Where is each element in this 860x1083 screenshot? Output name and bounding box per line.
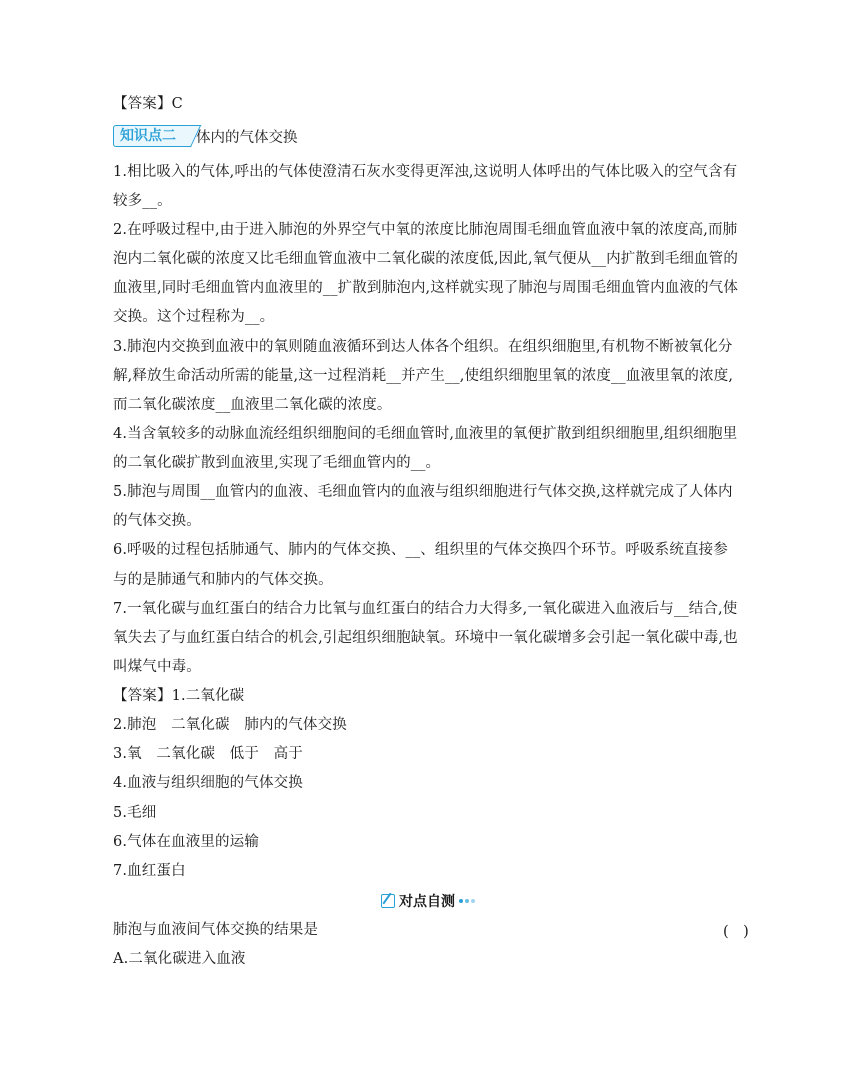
pencil-icon (381, 894, 395, 908)
answer-line: 5.毛细 (113, 805, 157, 821)
paragraph-line: 而二氧化碳浓度__血液里二氧化碳的浓度。 (113, 397, 392, 413)
answer-line: 7.血红蛋白 (113, 863, 186, 879)
paragraph-line: 的气体交换。 (113, 513, 201, 529)
paragraph-line: 的二氧化碳扩散到血液里,实现了毛细血管内的__。 (113, 455, 441, 471)
paragraph-line: 解,释放生命活动所需的能量,这一过程消耗__并产生__,使组织细胞里氧的浓度__血液里氧的浓度, (113, 368, 734, 384)
section-title: 体内的气体交换 (196, 129, 298, 146)
paragraph-line: 泡内二氧化碳的浓度又比毛细血管血液中二氧化碳的浓度低,因此,氧气便从__内扩散到毛细血管的 (113, 251, 738, 267)
answer-line: 3.氧 二氧化碳 低于 高于 (113, 746, 303, 762)
question-stem: 肺泡与血液间气体交换的结果是 (113, 922, 319, 938)
paragraph-line: 4.当含氧较多的动脉血流经组织细胞间的毛细血管时,血液里的氧便扩散到组织细胞里,组织细胞里 (113, 426, 738, 442)
paragraph-line: 7.一氧化碳与血红蛋白的结合力比氧与血红蛋白的结合力大得多,一氧化碳进入血液后与__结合,使 (113, 601, 738, 617)
paragraph-line: 与的是肺通气和肺内的气体交换。 (113, 572, 333, 588)
paragraph-line: 6.呼吸的过程包括肺通气、肺内的气体交换、__、组织里的气体交换四个环节。呼吸系统直接参 (113, 542, 728, 558)
answer-line: 4.血液与组织细胞的气体交换 (113, 775, 303, 791)
option-a: A.二氧化碳进入血液 (113, 951, 246, 967)
paragraph-line: 1.相比吸入的气体,呼出的气体使澄清石灰水变得更浑浊,这说明人体呼出的气体比吸入的空气含有 (113, 164, 738, 180)
knowledge-point-badge: 知识点二 (113, 125, 190, 147)
answer-label: 【答案】C (113, 96, 183, 112)
self-test-title: 对点自测 (399, 894, 455, 910)
paragraph-line: 3.肺泡内交换到血液中的氧则随血液循环到达人体各个组织。在组织细胞里,有机物不断被氧化分 (113, 339, 733, 355)
paragraph-line: 交换。这个过程称为__。 (113, 309, 275, 325)
paragraph-line: 5.肺泡与周围__血管内的血液、毛细血管内的血液与组织细胞进行气体交换,这样就完成了人体内 (113, 484, 733, 500)
paragraph-line: 较多__。 (113, 193, 172, 209)
paragraph-line: 2.在呼吸过程中,由于进入肺泡的外界空气中氧的浓度比肺泡周围毛细血管血液中氧的浓度高,而肺 (113, 222, 738, 238)
dots-decoration-icon (459, 899, 475, 903)
answer-line: 【答案】1.二氧化碳 (113, 688, 245, 704)
paragraph-line: 血液里,同时毛细血管内血液里的__扩散到肺泡内,这样就实现了肺泡与周围毛细血管内血液的气体 (113, 280, 738, 296)
answer-bracket: ( ) (723, 924, 749, 940)
answer-line: 2.肺泡 二氧化碳 肺内的气体交换 (113, 717, 347, 733)
section-heading (113, 124, 298, 148)
answer-line: 6.气体在血液里的运输 (113, 834, 259, 850)
paragraph-line: 叫煤气中毒。 (113, 659, 201, 675)
paragraph-line: 氧失去了与血红蛋白结合的机会,引起组织细胞缺氧。环境中一氧化碳增多会引起一氧化碳中毒,也 (113, 630, 738, 646)
self-test-heading (381, 891, 475, 911)
